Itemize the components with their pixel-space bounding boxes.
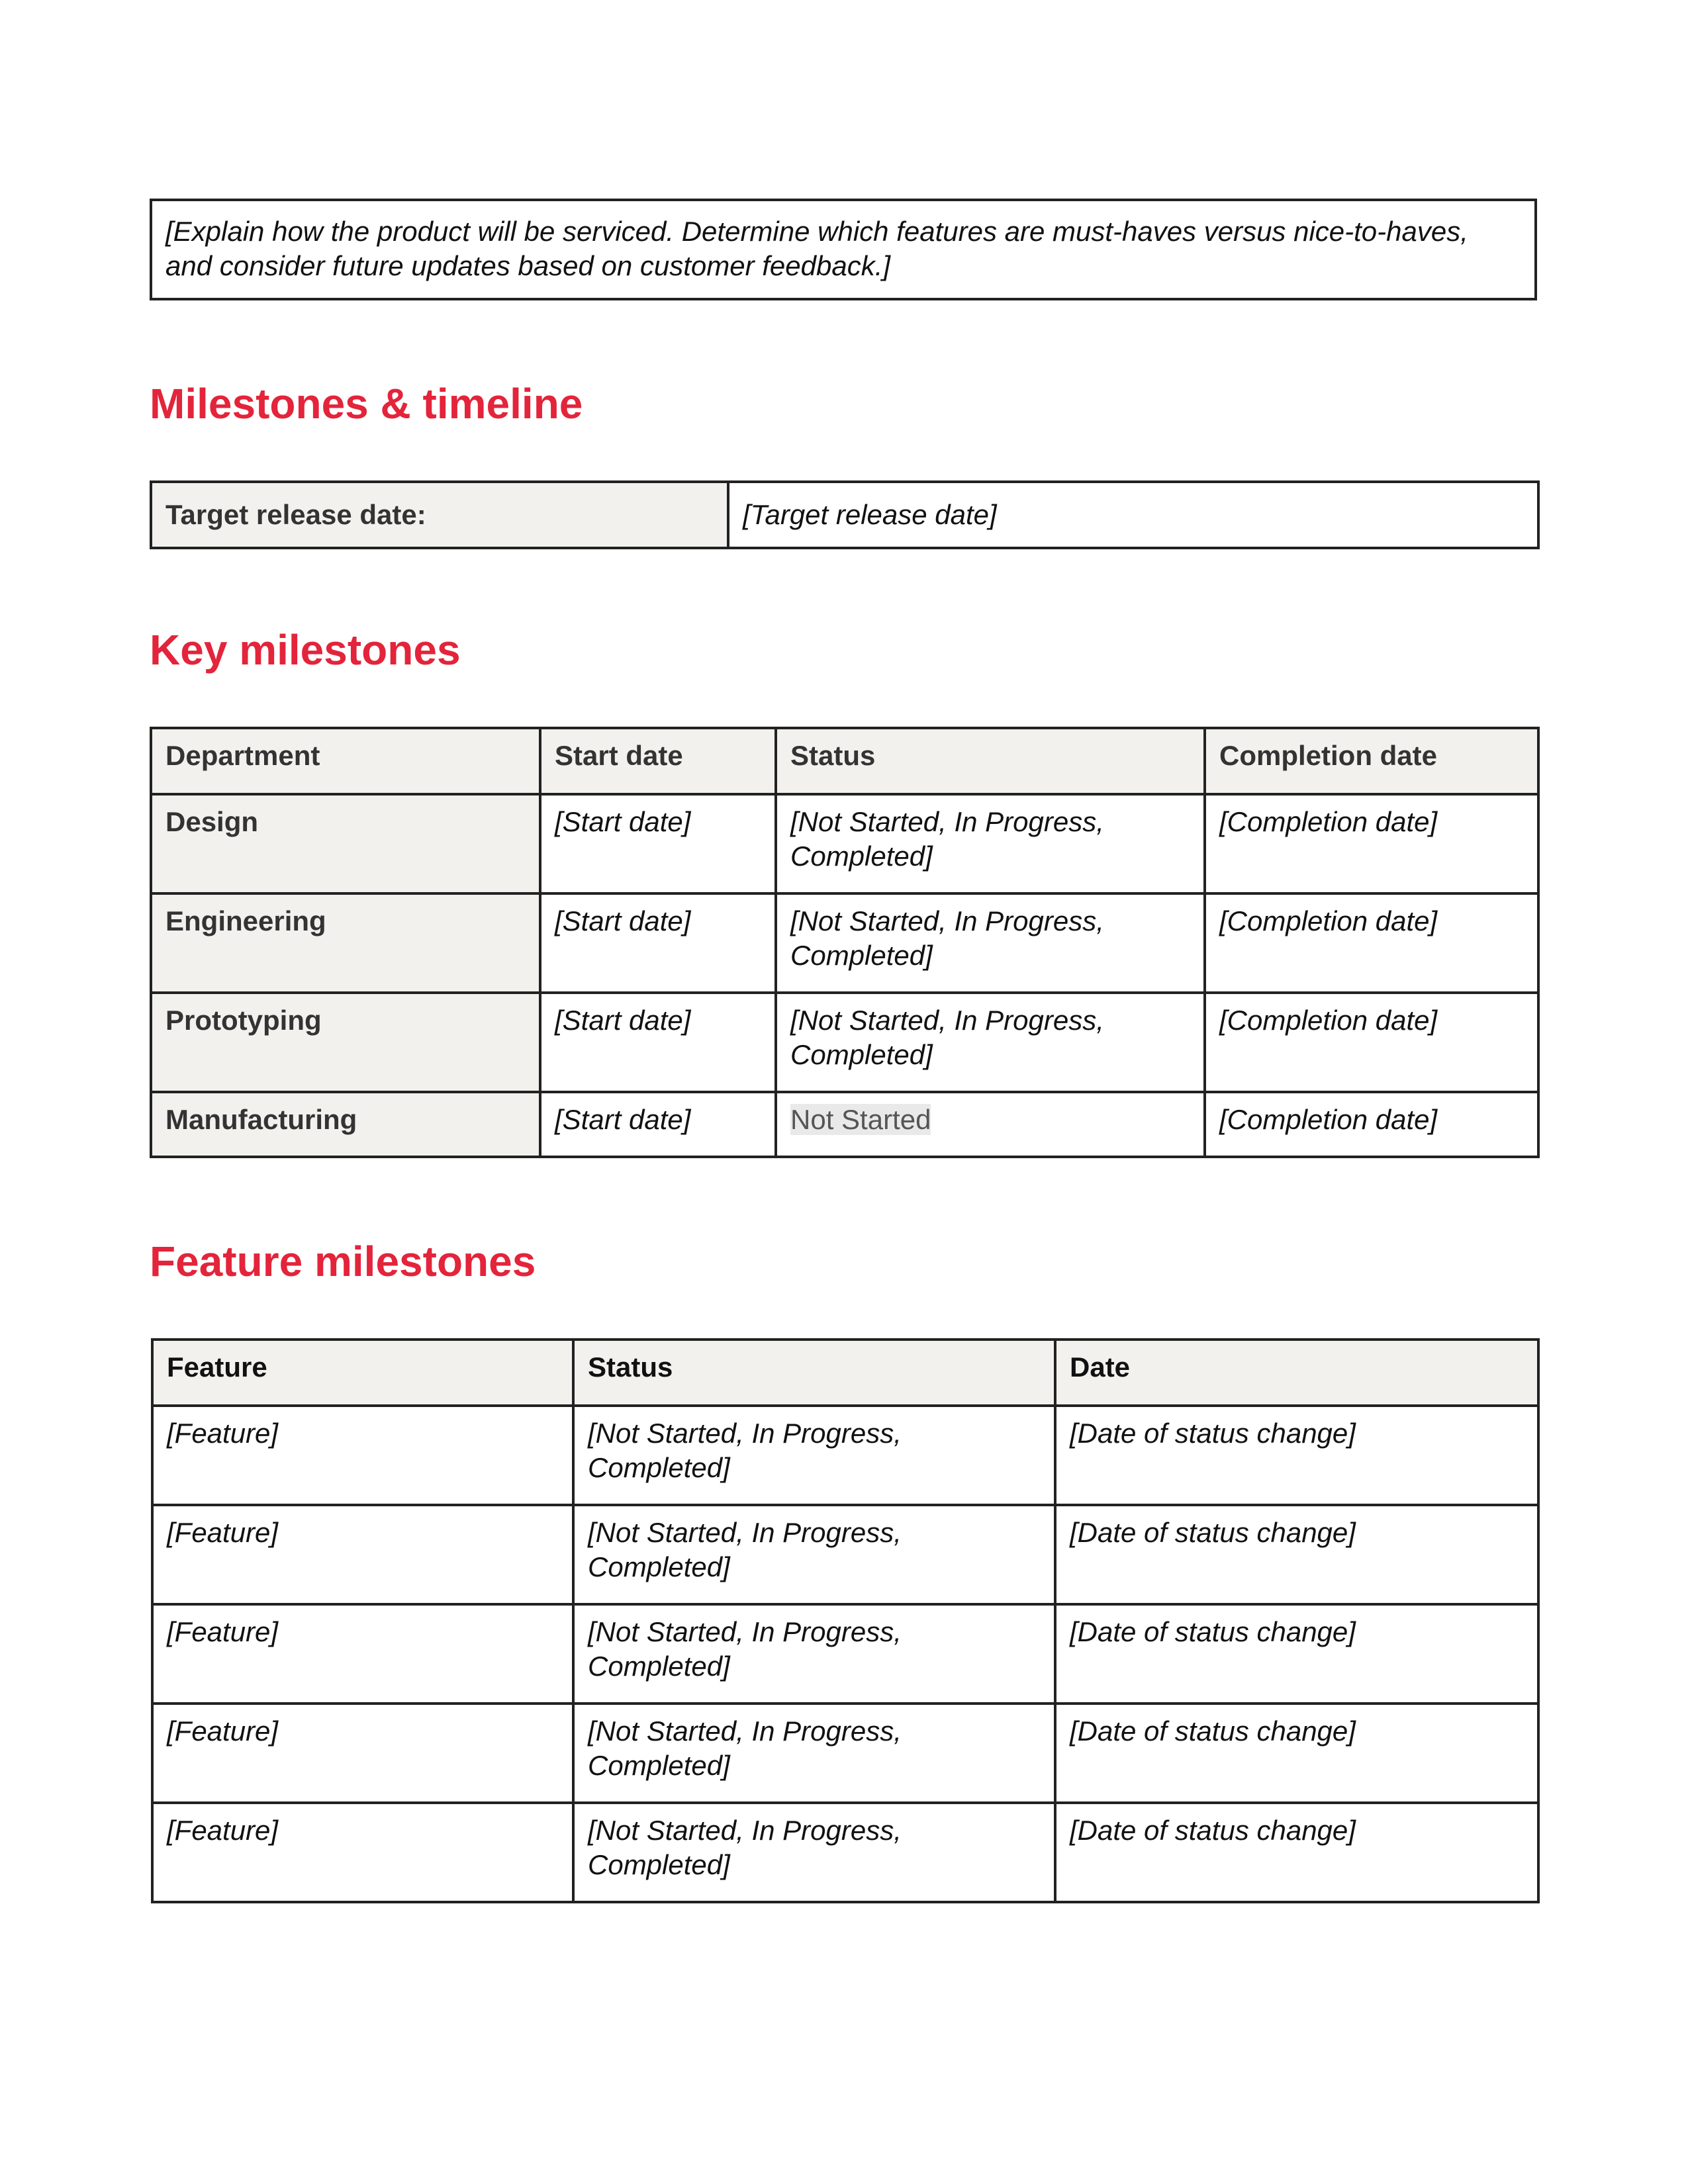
- table-row: [151, 993, 1538, 1092]
- completion-date-cell[interactable]: [Completion date]: [1205, 993, 1538, 1092]
- feature-cell[interactable]: [Feature]: [152, 1604, 573, 1704]
- status-dropdown-cell[interactable]: [776, 1092, 1205, 1157]
- column-header-completion-date: Completion date: [1205, 728, 1538, 794]
- date-cell[interactable]: [Date of status change]: [1055, 1406, 1538, 1505]
- table-row: [152, 1505, 1538, 1604]
- date-cell[interactable]: [Date of status change]: [1055, 1505, 1538, 1604]
- status-cell[interactable]: [Not Started, In Progress, Completed]: [573, 1505, 1055, 1604]
- column-header-department: Department: [151, 728, 540, 794]
- date-cell[interactable]: [Date of status change]: [1055, 1803, 1538, 1902]
- feature-milestones-table: [151, 1338, 1540, 1903]
- date-cell[interactable]: [Date of status change]: [1055, 1704, 1538, 1803]
- release-date-table: [150, 480, 1540, 549]
- status-cell[interactable]: [Not Started, In Progress, Completed]: [573, 1803, 1055, 1902]
- department-cell: Design: [151, 794, 540, 893]
- feature-cell[interactable]: [Feature]: [152, 1406, 573, 1505]
- table-row: [151, 482, 1538, 548]
- column-header-start-date: Start date: [540, 728, 776, 794]
- feature-cell[interactable]: [Feature]: [152, 1704, 573, 1803]
- column-header-feature: Feature: [152, 1340, 573, 1406]
- table-row: [151, 893, 1538, 993]
- table-row: [152, 1704, 1538, 1803]
- table-row: [151, 1092, 1538, 1157]
- start-date-cell[interactable]: [Start date]: [540, 993, 776, 1092]
- table-header-row: [152, 1340, 1538, 1406]
- status-cell[interactable]: [Not Started, In Progress, Completed]: [776, 993, 1205, 1092]
- table-row: [152, 1803, 1538, 1902]
- column-header-status: Status: [573, 1340, 1055, 1406]
- status-dropdown-value[interactable]: Not Started: [790, 1104, 931, 1135]
- release-date-value[interactable]: [Target release date]: [728, 482, 1538, 548]
- status-cell[interactable]: [Not Started, In Progress, Completed]: [776, 794, 1205, 893]
- key-milestones-heading: Key milestones: [150, 626, 461, 674]
- start-date-cell[interactable]: [Start date]: [540, 1092, 776, 1157]
- table-row: [152, 1604, 1538, 1704]
- start-date-cell[interactable]: [Start date]: [540, 893, 776, 993]
- intro-instructions: [150, 199, 1537, 300]
- status-cell[interactable]: [Not Started, In Progress, Completed]: [573, 1604, 1055, 1704]
- key-milestones-table: [150, 727, 1540, 1158]
- milestones-timeline-heading: Milestones & timeline: [150, 380, 583, 428]
- start-date-cell[interactable]: [Start date]: [540, 794, 776, 893]
- date-cell[interactable]: [Date of status change]: [1055, 1604, 1538, 1704]
- status-cell[interactable]: [Not Started, In Progress, Completed]: [573, 1406, 1055, 1505]
- department-cell: Engineering: [151, 893, 540, 993]
- department-cell: Prototyping: [151, 993, 540, 1092]
- status-cell[interactable]: [Not Started, In Progress, Completed]: [776, 893, 1205, 993]
- feature-milestones-heading: Feature milestones: [150, 1238, 536, 1285]
- release-date-label: Target release date:: [151, 482, 728, 548]
- status-cell[interactable]: [Not Started, In Progress, Completed]: [573, 1704, 1055, 1803]
- completion-date-cell[interactable]: [Completion date]: [1205, 794, 1538, 893]
- column-header-date: Date: [1055, 1340, 1538, 1406]
- feature-cell[interactable]: [Feature]: [152, 1505, 573, 1604]
- table-header-row: [151, 728, 1538, 794]
- completion-date-cell[interactable]: [Completion date]: [1205, 893, 1538, 993]
- completion-date-cell[interactable]: [Completion date]: [1205, 1092, 1538, 1157]
- feature-cell[interactable]: [Feature]: [152, 1803, 573, 1902]
- table-row: [152, 1406, 1538, 1505]
- table-row: [151, 794, 1538, 893]
- column-header-status: Status: [776, 728, 1205, 794]
- intro-text: [Explain how the product will be serviced. Determine which features are must-haves versus nice-to-haves, and consider future updates based on customer feedback.]: [165, 216, 1468, 281]
- department-cell: Manufacturing: [151, 1092, 540, 1157]
